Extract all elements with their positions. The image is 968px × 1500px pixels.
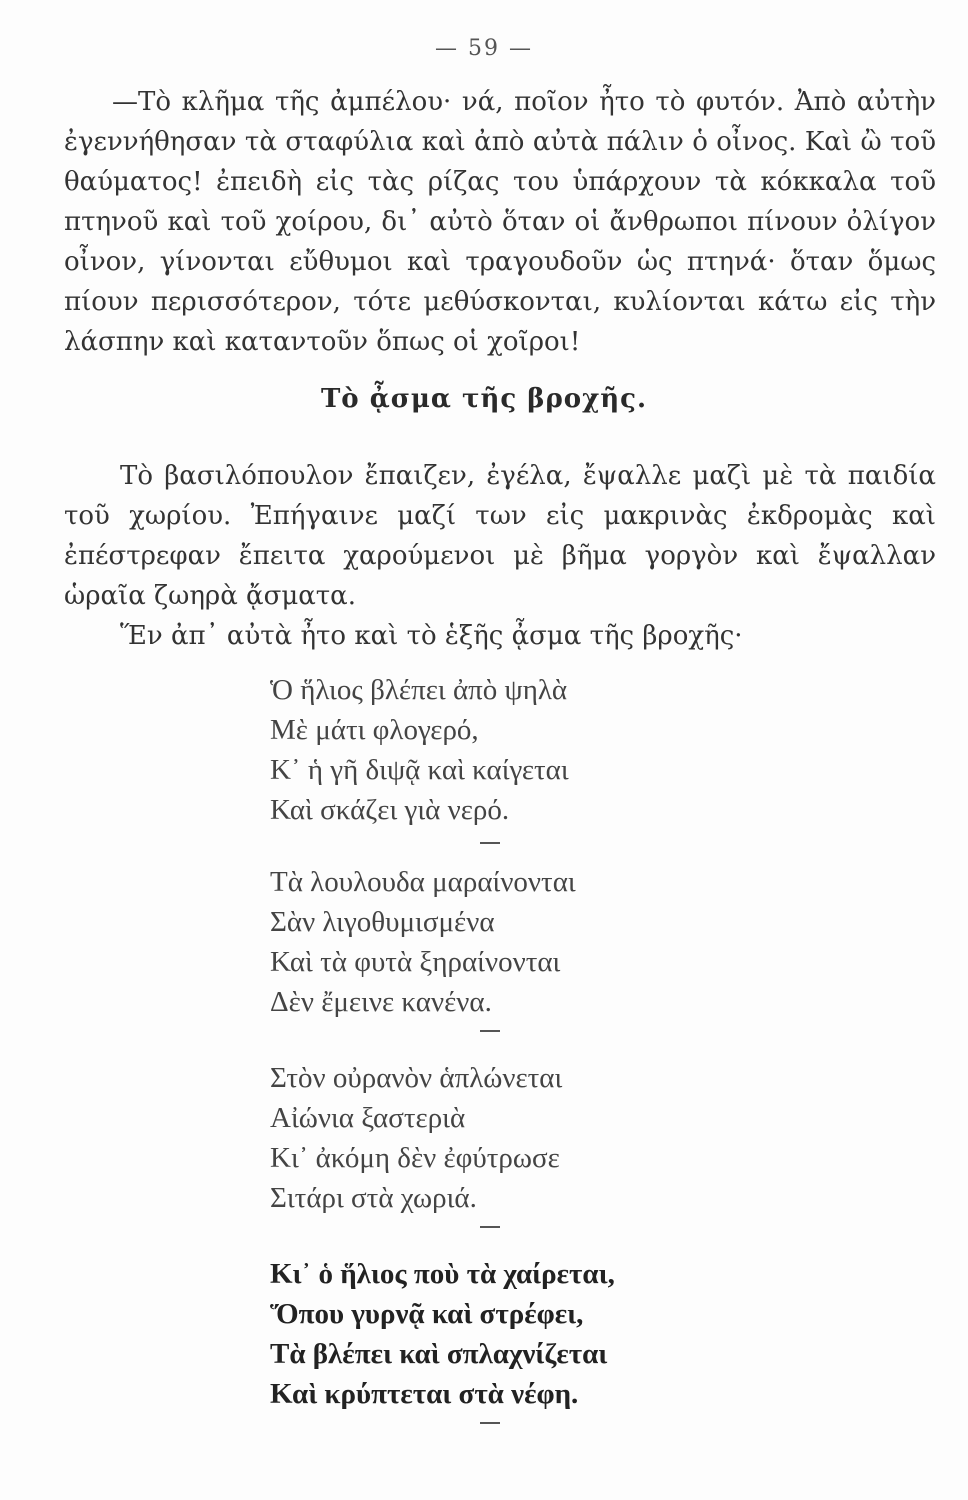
poem-line: Καὶ τὰ φυτὰ ξηραίνονται (270, 946, 561, 978)
stanza-divider (480, 1422, 500, 1424)
stanza-divider (480, 1226, 500, 1228)
stanza-divider (480, 1030, 500, 1032)
prose-paragraph-2 (64, 456, 936, 656)
poem-line: Τὰ λουλουδα μαραίνονται (270, 866, 576, 898)
poem-stanza-4 (270, 1254, 910, 1414)
poem-line: Τὰ βλέπει καὶ σπλαχνίζεται (270, 1338, 608, 1370)
page-number: — 59 — (435, 36, 533, 61)
poem-line: Κι᾽ ἀκόμη δὲν ἐφύτρωσε (270, 1142, 560, 1174)
poem-line: Κι᾽ ὁ ἥλιος ποὺ τὰ χαίρεται, (270, 1258, 615, 1290)
poem-line: Καὶ σκάζει γιὰ νερό. (270, 794, 510, 826)
poem-line: Κ᾽ ἡ γῆ διψᾷ καὶ καίγεται (270, 754, 569, 786)
section-heading: Τὸ ᾆσμα τῆς βροχῆς. (320, 384, 648, 414)
poem-line: Στὸν οὐρανὸν ἁπλώνεται (270, 1062, 563, 1094)
poem-line: Δὲν ἔμεινε κανένα. (270, 986, 492, 1018)
poem-line: Αἰώνια ξαστεριὰ (270, 1102, 466, 1134)
poem-line: Ὁ ἥλιος βλέπει ἀπὸ ψηλὰ (270, 674, 568, 706)
poem-line: Καὶ κρύπτεται στὰ νέφη. (270, 1378, 579, 1410)
poem-line: Σιτάρι στὰ χωριά. (270, 1182, 477, 1214)
poem-line: Ὅπου γυρνᾷ καὶ στρέφει, (270, 1298, 584, 1330)
poem-stanza-3 (270, 1058, 910, 1218)
poem-intro: Ἕν ἀπ᾽ αὐτὰ ἦτο καὶ τὸ ἑξῆς ᾆσμα τῆς βροχῆς· (120, 621, 743, 651)
poem-stanza-2 (270, 862, 910, 1022)
poem-line: Μὲ μάτι φλογερό, (270, 714, 479, 746)
poem-line: Σὰν λιγοθυμισμένα (270, 906, 495, 938)
paragraph-text: Τὸ βασιλόπουλον ἔπαιζεν, ἐγέλα, ἔψαλλε μαζὶ μὲ τὰ παιδία τοῦ χωρίου. Ἐπήγαινε μαζί των εἰς μακρινὰς ἐκδρομὰς καὶ ἐπέστρεφαν ἔπειτα χαρούμενοι μὲ βῆμα γοργὸν καὶ ἔψαλλαν ὡραῖα ζωηρὰ ᾄσματα. (64, 461, 936, 611)
stanza-divider (480, 842, 500, 844)
poem-stanza-1 (270, 670, 910, 830)
prose-paragraph-1 (64, 82, 936, 362)
paragraph-text: —Τὸ κλῆμα τῆς ἀμπέλου· νά, ποῖον ἦτο τὸ φυτόν. Ἀπὸ αὐτὴν ἐγεννήθησαν τὰ σταφύλια καὶ ἀπὸ αὐτὰ πάλιν ὁ οἶνος. Καὶ ὢ τοῦ θαύματος! ἐπειδὴ εἰς τὰς ρίζας του ὑπάρχουν τὰ κόκκαλα τοῦ πτηνοῦ καὶ τοῦ χοίρου, δι᾽ αὐτὸ ὅταν οἱ ἄνθρωποι πίνουν ὀλίγον οἶνον, γίνονται εὔθυμοι καὶ τραγουδοῦν ὡς πτηνά· ὅταν ὅμως πίουν περισσότερον, τότε μεθύσκονται, κυλίονται κάτω εἰς τὴν λάσπην καὶ καταντοῦν ὅπως οἱ χοῖροι! (64, 87, 936, 357)
